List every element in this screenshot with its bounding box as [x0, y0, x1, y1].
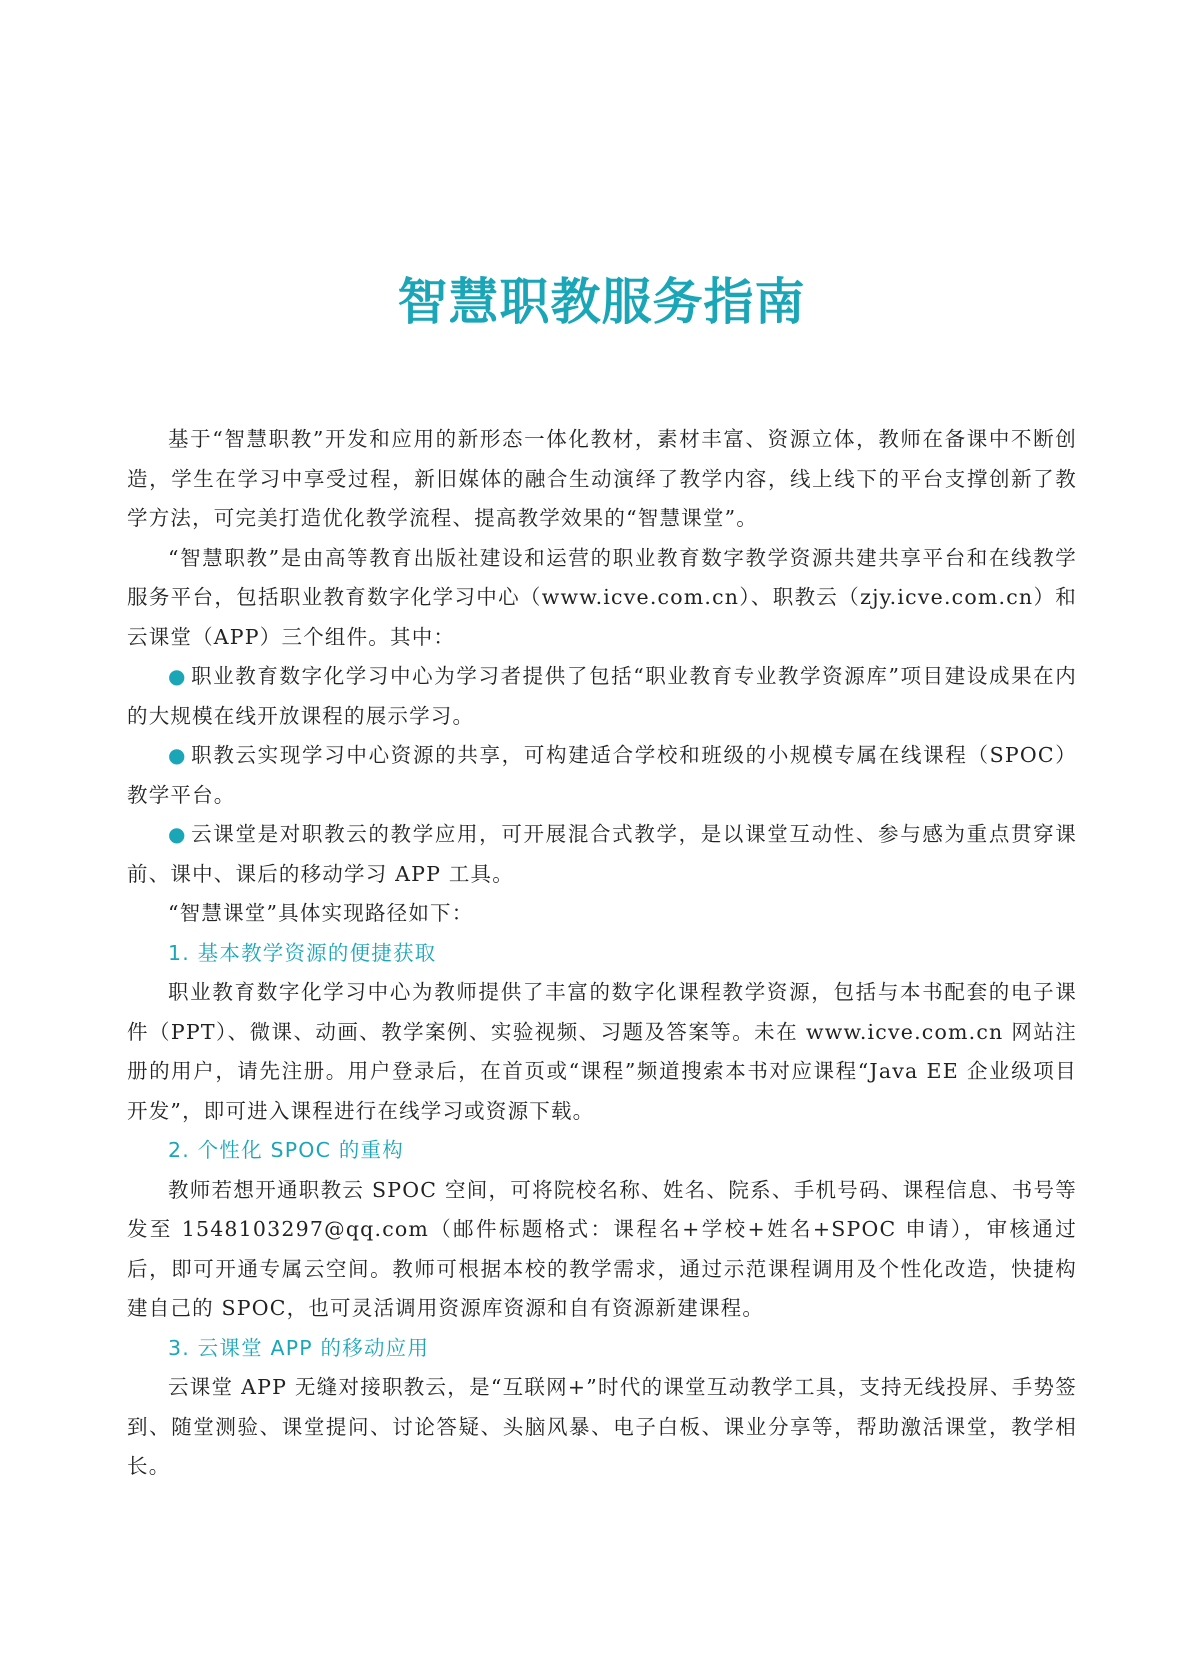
bullet-dot-icon: ●: [168, 743, 188, 767]
bullet-dot-icon: ●: [168, 664, 188, 688]
path-intro-paragraph: “智慧课堂”具体实现路径如下：: [168, 901, 474, 925]
section-heading: 2. 个性化 SPOC 的重构: [168, 1138, 404, 1162]
bullet-item: [127, 736, 1077, 815]
platform-paragraph: “智慧职教”是由高等教育出版社建设和运营的职业教育数字教学资源共建共享平台和在线教学服务平台，包括职业教育数字化学习中心（www.icve.com.cn）、职教云（zjy.icve.com.cn）和云课堂（APP）三个组件。其中：: [127, 545, 1077, 649]
section-text: 云课堂 APP 无缝对接职教云，是“互联网+”时代的课堂互动教学工具，支持无线投屏、手势签到、随堂测验、课堂提问、讨论答疑、头脑风暴、电子白板、课业分享等，帮助激活课堂，教学相长。: [127, 1375, 1077, 1478]
section-text: 职业教育数字化学习中心为教师提供了丰富的数字化课程教学资源，包括与本书配套的电子课件（PPT）、微课、动画、教学案例、实验视频、习题及答案等。未在 www.icve.com.cn 网站注册的用户，请先注册。用户登录后，在首页或“课程”频道搜索本书对应课程“Java EE 企业级项目开发”，即可进入课程进行在线学习或资源下载。: [127, 980, 1077, 1123]
bullet-text: 职教云实现学习中心资源的共享，可构建适合学校和班级的小规模专属在线课程（SPOC）教学平台。: [127, 743, 1077, 807]
document-body: [127, 420, 1077, 1487]
page-title: 智慧职教服务指南: [397, 273, 806, 331]
section-heading: 3. 云课堂 APP 的移动应用: [168, 1335, 430, 1360]
bullet-text: 职业教育数字化学习中心为学习者提供了包括“职业教育专业教学资源库”项目建设成果在内的大规模在线开放课程的展示学习。: [127, 664, 1077, 728]
bullet-item: [127, 657, 1077, 736]
section-heading: 1. 基本教学资源的便捷获取: [168, 940, 437, 965]
bullet-item: [127, 815, 1077, 894]
intro-paragraph: 基于“智慧职教”开发和应用的新形态一体化教材，素材丰富、资源立体，教师在备课中不断创造，学生在学习中享受过程，新旧媒体的融合生动演绎了教学内容，线上线下的平台支撑创新了教学方法，可完美打造优化教学流程、提高教学效果的“智慧课堂”。: [127, 427, 1077, 530]
bullet-dot-icon: ●: [168, 822, 188, 846]
bullet-text: 云课堂是对职教云的教学应用，可开展混合式教学，是以课堂互动性、参与感为重点贯穿课前、课中、课后的移动学习 APP 工具。: [127, 822, 1078, 886]
section-text: 教师若想开通职教云 SPOC 空间，可将院校名称、姓名、院系、手机号码、课程信息、书号等发至 1548103297@qq.com（邮件标题格式：课程名+学校+姓名+SPOC 申请），审核通过后，即可开通专属云空间。教师可根据本校的教学需求，通过示范课程调用及个性化改造，快捷构建自己的 SPOC，也可灵活调用资源库资源和自有资源新建课程。: [127, 1177, 1077, 1320]
